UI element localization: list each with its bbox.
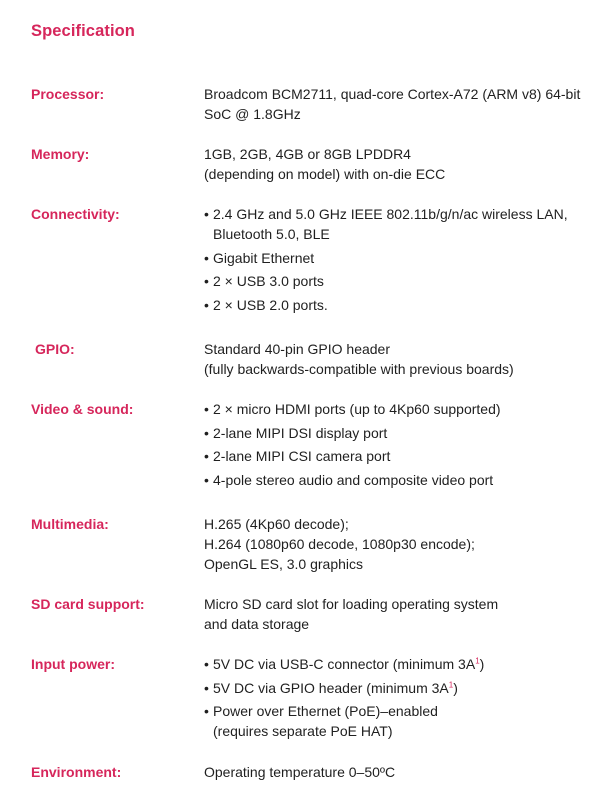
- spec-label-connectivity: Connectivity:: [31, 206, 120, 222]
- bullet-text: 2.4 GHz and 5.0 GHz IEEE 802.11b/g/n/ac wireless LAN,: [213, 206, 568, 222]
- spec-line: (fully backwards-compatible with previous boards): [204, 361, 514, 377]
- spec-line: Broadcom BCM2711, quad-core Cortex-A72 (ARM v8) 64-bit: [204, 86, 581, 102]
- list-item: [204, 654, 604, 674]
- bullet-text: 2 × USB 3.0 ports: [213, 273, 324, 289]
- spec-line: (depending on model) with on-die ECC: [204, 166, 446, 182]
- bullet-text: 5V DC via USB-C connector (minimum 3A: [213, 656, 476, 672]
- spec-line: Standard 40-pin GPIO header: [204, 341, 391, 357]
- page-title: Specification: [31, 22, 135, 40]
- list-item: [204, 701, 604, 741]
- spec-line: 1GB, 2GB, 4GB or 8GB LPDDR4: [204, 146, 411, 162]
- list-item: [204, 678, 604, 698]
- spec-label-power: Input power:: [31, 656, 115, 672]
- spec-label-video: Video & sound:: [31, 401, 134, 417]
- spec-label-sdcard: SD card support:: [31, 596, 145, 612]
- bullet-text: Power over Ethernet (PoE)–enabled: [213, 703, 438, 719]
- spec-value-multimedia: [204, 514, 604, 574]
- bullet-text: Gigabit Ethernet: [213, 249, 315, 266]
- bullet-text: 4-pole stereo audio and composite video port: [213, 471, 494, 488]
- spec-value-connectivity: [204, 204, 604, 318]
- spec-line: Operating temperature 0–50ºC: [204, 764, 396, 780]
- spec-label-gpio: GPIO:: [35, 341, 75, 357]
- list-item: [204, 204, 604, 244]
- spec-line: SoC @ 1.8GHz: [204, 106, 301, 122]
- spec-label-memory: Memory:: [31, 146, 90, 162]
- bullet-text-end: ): [453, 679, 458, 696]
- spec-line: H.264 (1080p60 decode, 1080p30 encode);: [204, 536, 475, 552]
- spec-value-gpio: [204, 339, 604, 379]
- spec-label-environment: Environment:: [31, 764, 122, 780]
- bullet-text: 5V DC via GPIO header (minimum 3A: [213, 679, 449, 696]
- spec-line: and data storage: [204, 616, 310, 632]
- spec-value-processor: [204, 84, 604, 124]
- footnote-marker: 1: [448, 679, 454, 689]
- spec-value-power: [204, 654, 604, 745]
- spec-label-processor: Processor:: [31, 86, 105, 102]
- spec-label-multimedia: Multimedia:: [31, 516, 109, 532]
- bullet-text: 2-lane MIPI CSI camera port: [213, 448, 391, 464]
- list-item: [204, 248, 604, 268]
- spec-line: OpenGL ES, 3.0 graphics: [204, 556, 364, 572]
- bullet-list: [204, 204, 604, 315]
- bullet-text-end: ): [479, 656, 485, 672]
- bullet-list: [204, 399, 604, 490]
- list-item: [204, 295, 604, 315]
- spec-value-sdcard: [204, 594, 604, 634]
- bullet-text: 2 × micro HDMI ports (up to 4Kp60 supported): [213, 401, 501, 417]
- footnote-marker: 1: [475, 656, 480, 666]
- list-item: [204, 446, 604, 466]
- list-item: [204, 271, 604, 291]
- list-item: [204, 399, 604, 419]
- list-item: [204, 470, 604, 490]
- spec-value-environment: [204, 762, 604, 782]
- spec-line: Micro SD card slot for loading operating system: [204, 596, 499, 612]
- bullet-list: [204, 654, 604, 741]
- spec-value-video: [204, 399, 604, 493]
- bullet-text: 2 × USB 2.0 ports.: [213, 296, 328, 313]
- list-item: [204, 423, 604, 443]
- bullet-text-continued: Bluetooth 5.0, BLE: [213, 226, 330, 242]
- bullet-text-continued: (requires separate PoE HAT): [213, 723, 393, 739]
- bullet-text: 2-lane MIPI DSI display port: [213, 424, 388, 441]
- spec-value-memory: [204, 144, 604, 184]
- spec-line: H.265 (4Kp60 decode);: [204, 516, 349, 532]
